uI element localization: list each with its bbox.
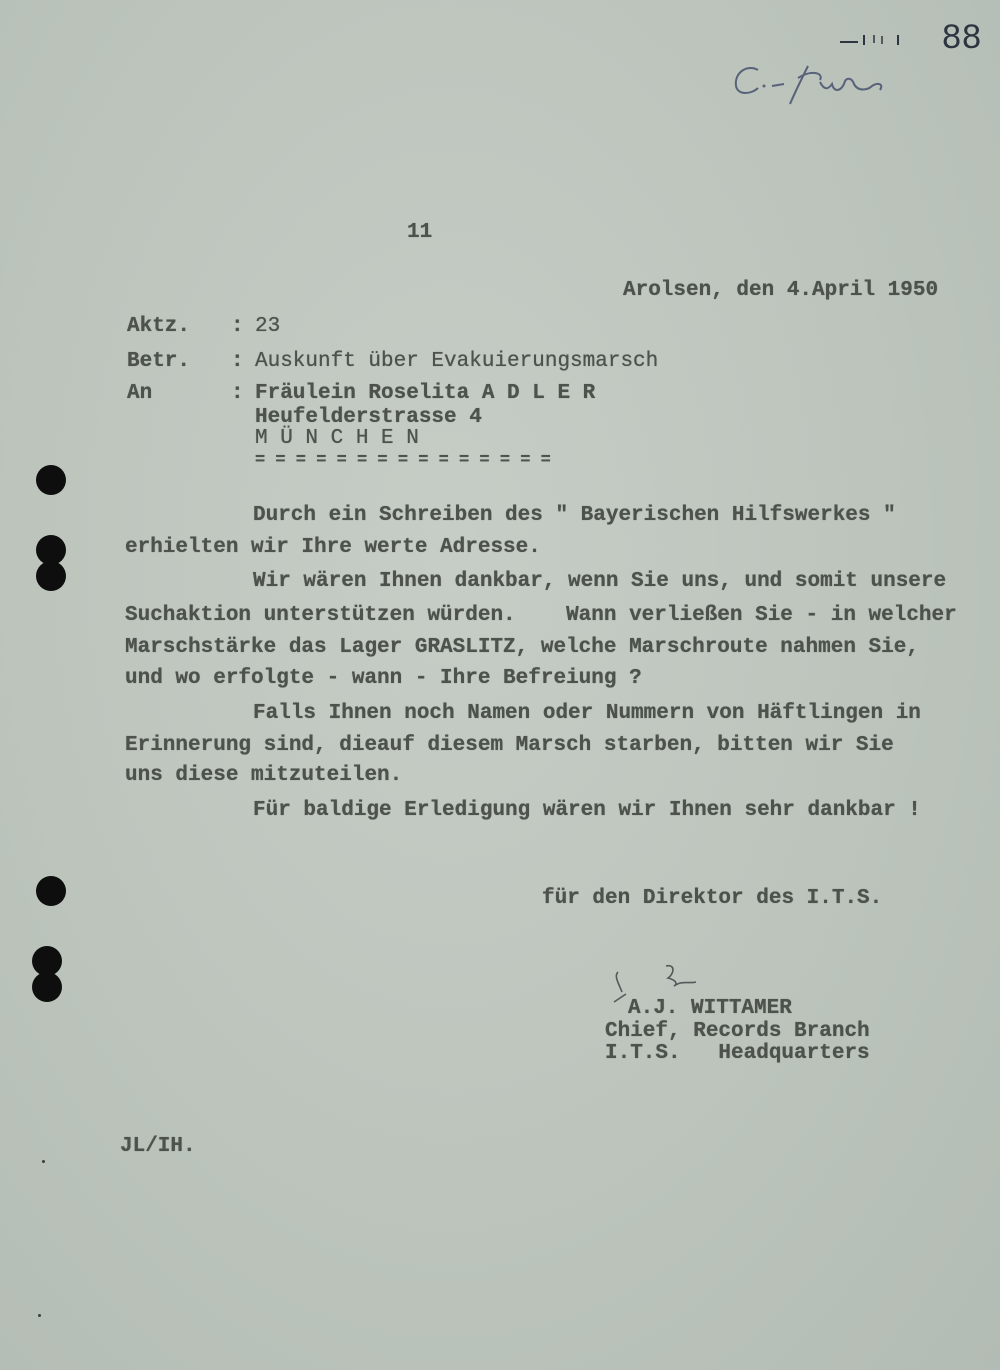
reference-initials: JL/IH. — [120, 1135, 196, 1158]
body-line: Für baldige Erledigung wären wir Ihnen sehr dankbar ! — [253, 799, 921, 822]
field-label-an: An — [127, 382, 153, 405]
field-value-aktz: 23 — [255, 315, 281, 338]
closing-line: für den Direktor des I.T.S. — [542, 887, 883, 910]
field-value-betr: Auskunft über Evakuierungsmarsch — [255, 350, 659, 373]
body-line: Falls Ihnen noch Namen oder Nummern von Häftlingen in — [253, 702, 921, 725]
place-date: Arolsen, den 4.April 1950 — [623, 279, 939, 302]
address-underline: = = = = = = = = = = = = = = = — [255, 451, 551, 470]
signatory-title: Chief, Records Branch — [605, 1020, 870, 1043]
paper-speck — [42, 1160, 45, 1163]
archive-stamp-marks — [838, 30, 908, 50]
sheet-number: 11 — [407, 221, 433, 244]
field-separator: : — [231, 315, 244, 338]
body-line: Wir wären Ihnen dankbar, wenn Sie uns, und somit unsere — [253, 570, 947, 593]
recipient-street: Heufelderstrasse 4 — [255, 406, 482, 429]
recipient-name: Fräulein Roselita A D L E R — [255, 382, 596, 405]
body-line: Suchaktion unterstützen würden. Wann verließen Sie - in welcher — [125, 604, 957, 627]
body-line: erhielten wir Ihre werte Adresse. — [125, 536, 541, 559]
punch-hole — [36, 465, 66, 495]
body-line: Erinnerung sind, dieauf diesem Marsch starben, bitten wir Sie — [125, 734, 894, 757]
field-label-aktz: Aktz. — [127, 315, 191, 338]
body-line: und wo erfolgte - wann - Ihre Befreiung ? — [125, 667, 642, 690]
page-number: 88 — [942, 18, 982, 56]
body-line: Marschstärke das Lager GRASLITZ, welche Marschroute nahmen Sie, — [125, 636, 919, 659]
recipient-city: M Ü N C H E N — [255, 427, 419, 450]
field-separator: : — [231, 350, 244, 373]
signatory-name: A.J. WITTAMER — [628, 997, 792, 1020]
punch-hole — [36, 876, 66, 906]
paper-speck — [38, 1314, 41, 1317]
body-line: uns diese mitzuteilen. — [125, 764, 403, 787]
field-separator: : — [231, 382, 244, 405]
body-line: Durch ein Schreiben des " Bayerischen Hilfswerkes " — [253, 504, 896, 527]
field-label-betr: Betr. — [127, 350, 191, 373]
handwritten-note — [728, 56, 888, 108]
punch-hole — [32, 946, 62, 1002]
signatory-organization: I.T.S. Headquarters — [605, 1042, 870, 1065]
punch-hole — [36, 535, 66, 591]
